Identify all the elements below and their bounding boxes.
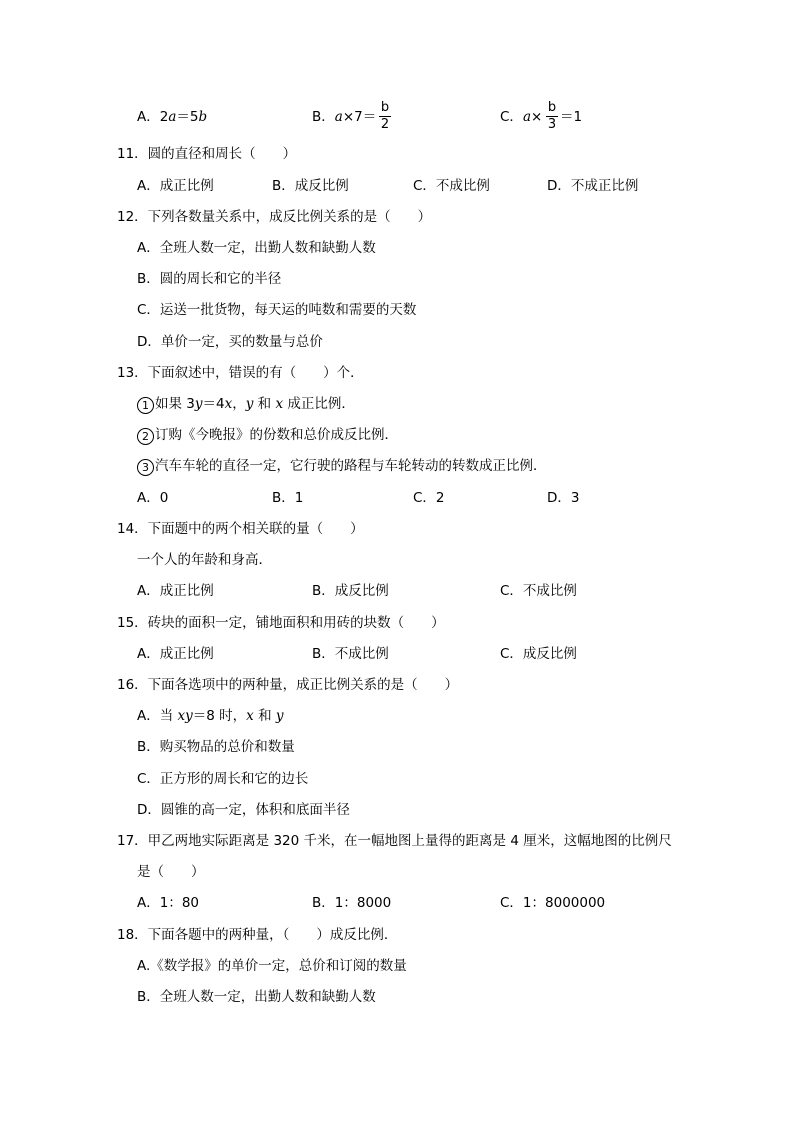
q15-option-a: A．成正比例 <box>137 646 214 662</box>
q18-option-a: A.《数学报》的单价一定，总价和订阅的数量 <box>137 958 407 974</box>
q16-option-d: D．圆锥的高一定，体积和底面半径 <box>137 802 350 818</box>
q12-option-a: A．全班人数一定，出勤人数和缺勤人数 <box>137 240 376 256</box>
q13-stem: 13．下面叙述中，错误的有（ ）个． <box>117 365 364 381</box>
q14-option-c: C．不成比例 <box>500 583 577 599</box>
q11-option-a: A．成正比例 <box>137 178 214 194</box>
q15-option-b: B．不成比例 <box>312 646 389 662</box>
q17-option-c: C．1：8000000 <box>500 895 606 911</box>
q16-stem: 16．下面各选项中的两种量，成正比例关系的是（ ） <box>117 677 459 693</box>
q18-option-b: B．全班人数一定，出勤人数和缺勤人数 <box>137 989 376 1005</box>
q13-statement-3: 3 汽车车轮的直径一定，它行驶的路程与车轮转动的转数成正比例． <box>137 457 547 476</box>
q10-option-b-fraction: $\frac{b}{2}$ <box>380 100 390 132</box>
q13-option-b: B．1 <box>272 490 304 506</box>
q11-stem: 11．圆的直径和周长（ ） <box>117 146 297 162</box>
q17-option-a: A．1：80 <box>137 895 200 911</box>
q12-stem: 12．下列各数量关系中，成反比例关系的是（ ） <box>117 209 432 225</box>
q14-subtext: 一个人的年龄和身高． <box>137 552 272 568</box>
circled-number-1: 1 <box>137 397 154 414</box>
q11-option-d: D．不成正比例 <box>547 178 639 194</box>
q18-stem: 18．下面各题中的两种量，（ ）成反比例． <box>117 927 398 943</box>
circled-number-2: 2 <box>137 428 154 445</box>
q17-stem-continued: 是（ ） <box>137 864 205 880</box>
q13-option-d: D．3 <box>547 490 580 506</box>
q10-option-a: A．2a＝5b <box>137 109 208 125</box>
circled-number-3: 3 <box>137 459 154 476</box>
q12-option-b: B．圆的周长和它的半径 <box>137 271 282 287</box>
q14-option-b: B．成反比例 <box>312 583 389 599</box>
q14-option-a: A．成正比例 <box>137 583 214 599</box>
q15-stem: 15．砖块的面积一定，铺地面积和用砖的块数（ ） <box>117 615 445 631</box>
q12-option-d: D．单价一定，买的数量与总价 <box>137 334 323 350</box>
q11-option-c: C．不成比例 <box>413 178 490 194</box>
q10-option-b: B．a×7＝ <box>312 109 377 125</box>
q17-option-b: B．1：8000 <box>312 895 392 911</box>
q11-option-b: B．成反比例 <box>272 178 349 194</box>
q10-option-c: C．a× <box>500 109 543 125</box>
q13-statement-1: 1 如果 3y＝4x，y 和 x 成正比例． <box>137 395 355 414</box>
q10-option-c-tail: ＝1 <box>560 109 583 125</box>
q17-stem: 17．甲乙两地实际距离是 320 千米，在一幅地图上量得的距离是 4 厘米，这幅地图的比例尺 <box>117 833 672 849</box>
q15-option-c: C．成反比例 <box>500 646 577 662</box>
q16-option-a: A．当 xy＝8 时，x 和 y <box>137 708 284 724</box>
q12-option-c: C．运送一批货物，每天运的吨数和需要的天数 <box>137 302 417 318</box>
q13-option-a: A．0 <box>137 490 169 506</box>
q16-option-b: B．购买物品的总价和数量 <box>137 739 295 755</box>
q13-statement-2: 2 订购《今晚报》的份数和总价成反比例． <box>137 426 398 445</box>
q14-stem: 14．下面题中的两个相关联的量（ ） <box>117 521 364 537</box>
q10-option-c-fraction: $\frac{b}{3}$ <box>547 100 557 132</box>
q13-option-c: C．2 <box>413 490 445 506</box>
q16-option-c: C．正方形的周长和它的边长 <box>137 771 309 787</box>
